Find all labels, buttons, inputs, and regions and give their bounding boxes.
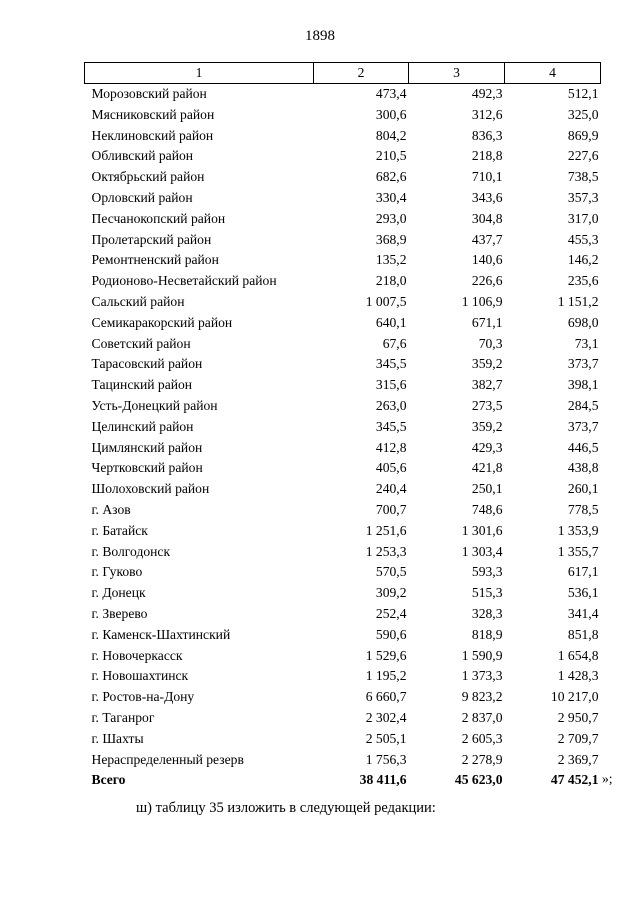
table-row [85, 209, 601, 230]
value-col2-cell: 405,6 [375, 460, 407, 476]
header-cell-2: 2 [314, 63, 409, 84]
table-row [85, 708, 601, 729]
table-row [85, 84, 601, 105]
table-row [85, 542, 601, 563]
district-name-cell: г. Таганрог [91, 709, 155, 725]
table-row [85, 250, 601, 271]
header-cell-4: 4 [505, 63, 601, 84]
table-row [85, 230, 601, 251]
value-col2-cell: 1 529,6 [365, 647, 407, 663]
value-col4-cell: 869,9 [567, 127, 599, 143]
instruction-text: ш) таблицу 35 изложить в следующей редакции: [136, 800, 436, 816]
table-row [85, 354, 601, 375]
value-col4-cell: 438,8 [567, 460, 599, 476]
value-col3-cell: 140,6 [471, 252, 503, 268]
table-row [85, 500, 601, 521]
value-col3-cell: 359,2 [471, 356, 503, 372]
value-col3-cell: 250,1 [471, 481, 503, 497]
value-col3-cell: 1 590,9 [461, 647, 503, 663]
value-col4-cell: 1 428,3 [557, 668, 599, 684]
value-col4-cell: 317,0 [567, 210, 599, 226]
value-col2-cell: 1 251,6 [365, 522, 407, 538]
district-name-cell: г. Новочеркасск [91, 647, 183, 663]
district-name-cell: г. Шахты [91, 730, 144, 746]
table-row [85, 562, 601, 583]
value-col4-cell: 227,6 [567, 148, 599, 164]
table-row [85, 438, 601, 459]
table-row [85, 167, 601, 188]
value-col2-cell: 309,2 [375, 585, 407, 601]
district-name-cell: Чертковский район [91, 460, 203, 476]
value-col4-cell: 235,6 [567, 273, 599, 289]
value-col3-cell: 818,9 [471, 626, 503, 642]
value-col2-cell: 368,9 [375, 231, 407, 247]
table-header [85, 63, 601, 84]
value-col2-cell: 300,6 [375, 106, 407, 122]
district-name-cell: Семикаракорский район [91, 314, 233, 330]
value-col2-cell: 1 253,3 [365, 543, 407, 559]
table-row [85, 729, 601, 750]
value-col4-cell: 260,1 [567, 481, 599, 497]
district-name-cell: Шолоховский район [91, 481, 210, 497]
table-row [85, 521, 601, 542]
value-col3-cell: 1 301,6 [461, 522, 503, 538]
district-name-cell: Песчанокопский район [91, 210, 226, 226]
value-col4-cell: 2 950,7 [557, 709, 599, 725]
district-name-cell: г. Донецк [91, 585, 146, 601]
table-row [85, 334, 601, 355]
value-col4-cell: 617,1 [567, 564, 599, 580]
value-col4-cell: 2 369,7 [557, 751, 599, 767]
table-row [85, 750, 601, 771]
value-col2-cell: 330,4 [375, 189, 407, 205]
value-col2-cell: 67,6 [382, 335, 407, 351]
value-col2-cell: 412,8 [375, 439, 407, 455]
page-number: 1898 [305, 28, 335, 44]
table-row [85, 687, 601, 708]
value-col3-cell: 304,8 [471, 210, 503, 226]
value-col3-cell: 515,3 [471, 585, 503, 601]
closing-quote-mark: »; [602, 771, 613, 786]
value-col2-cell: 210,5 [375, 148, 407, 164]
total-label: Всего [91, 772, 126, 788]
value-col2-cell: 315,6 [375, 377, 407, 393]
table-row [85, 417, 601, 438]
district-name-cell: Усть-Донецкий район [91, 397, 218, 413]
header-cell-1: 1 [85, 63, 314, 84]
value-col2-cell: 263,0 [375, 397, 407, 413]
value-col4-cell: 284,5 [567, 397, 599, 413]
header-row [85, 63, 601, 84]
value-col4-cell: 10 217,0 [550, 689, 599, 705]
district-name-cell: Орловский район [91, 189, 193, 205]
value-col4-cell: 146,2 [567, 252, 599, 268]
table-row [85, 458, 601, 479]
value-col4-cell: 851,8 [567, 626, 599, 642]
table-row [85, 396, 601, 417]
total-row [85, 770, 601, 791]
district-name-cell: Советский район [91, 335, 191, 351]
district-name-cell: Морозовский район [91, 86, 207, 101]
table-row [85, 479, 601, 500]
value-col4-cell: 698,0 [567, 314, 599, 330]
value-col2-cell: 1 195,2 [365, 668, 407, 684]
value-col3-cell: 2 605,3 [461, 730, 503, 746]
value-col4-cell: 778,5 [567, 501, 599, 517]
value-col4-cell: 325,0 [567, 106, 599, 122]
district-name-cell: Целинский район [91, 418, 194, 434]
value-col3-cell: 312,6 [471, 106, 503, 122]
value-col3-cell: 328,3 [471, 605, 503, 621]
district-name-cell: г. Батайск [91, 522, 148, 538]
value-col2-cell: 804,2 [375, 127, 407, 143]
value-col4-cell: 455,3 [567, 231, 599, 247]
value-col3-cell: 273,5 [471, 397, 503, 413]
value-col4-cell: 536,1 [567, 585, 599, 601]
table-body [85, 84, 601, 792]
value-col2-cell: 640,1 [375, 314, 407, 330]
value-col3-cell: 382,7 [471, 377, 503, 393]
value-col4-cell: 341,4 [567, 605, 599, 621]
district-name-cell: Обливский район [91, 148, 194, 164]
value-col3-cell: 492,3 [471, 86, 503, 101]
value-col4-cell: 357,3 [567, 189, 599, 205]
table-row [85, 625, 601, 646]
district-name-cell: г. Ростов-на-Дону [91, 689, 195, 705]
table-row [85, 271, 601, 292]
value-col2-cell: 6 660,7 [365, 689, 407, 705]
value-col4-cell: 373,7 [567, 418, 599, 434]
value-col3-cell: 2 278,9 [461, 751, 503, 767]
value-col2-cell: 135,2 [375, 252, 407, 268]
table-row [85, 313, 601, 334]
value-col3-cell: 1 106,9 [461, 293, 503, 309]
value-col3-cell: 437,7 [471, 231, 503, 247]
table-row [85, 292, 601, 313]
value-col2-cell: 218,0 [375, 273, 407, 289]
table-row [85, 188, 601, 209]
district-name-cell: Нераспределенный резерв [91, 751, 244, 767]
district-name-cell: г. Каменск-Шахтинский [91, 626, 231, 642]
table-row [85, 375, 601, 396]
table-row [85, 646, 601, 667]
value-col3-cell: 226,6 [471, 273, 503, 289]
budget-table [84, 62, 601, 791]
value-col3-cell: 343,6 [471, 189, 503, 205]
district-name-cell: Цимлянский район [91, 439, 203, 455]
value-col2-cell: 1 756,3 [365, 751, 407, 767]
district-name-cell: Тарасовский район [91, 356, 203, 372]
value-col3-cell: 218,8 [471, 148, 503, 164]
value-col4-cell: 738,5 [567, 169, 599, 185]
value-col2-cell: 240,4 [375, 481, 407, 497]
district-name-cell: Родионово-Несветайский район [91, 273, 277, 289]
value-col2-cell: 252,4 [375, 605, 407, 621]
value-col3-cell: 1 303,4 [461, 543, 503, 559]
district-name-cell: г. Новошахтинск [91, 668, 189, 684]
value-col2-cell: 2 302,4 [365, 709, 407, 725]
district-name-cell: Пролетарский район [91, 231, 212, 247]
value-col2-cell: 345,5 [375, 418, 407, 434]
value-col3-cell: 593,3 [471, 564, 503, 580]
value-col3-cell: 45 623,0 [454, 772, 503, 788]
value-col3-cell: 836,3 [471, 127, 503, 143]
table-row [85, 105, 601, 126]
value-col4-cell: 1 353,9 [557, 522, 599, 538]
value-col3-cell: 710,1 [471, 169, 503, 185]
value-col4-cell: 1 654,8 [557, 647, 599, 663]
value-col2-cell: 700,7 [375, 501, 407, 517]
district-name-cell: г. Гуково [91, 564, 143, 580]
district-name-cell: Мясниковский район [91, 106, 215, 122]
district-name-cell: Октябрьский район [91, 169, 205, 185]
value-col3-cell: 671,1 [471, 314, 503, 330]
value-col3-cell: 9 823,2 [461, 689, 503, 705]
value-col4-cell: 512,1 [567, 86, 599, 101]
value-col4-cell: 73,1 [574, 335, 599, 351]
value-col4-cell: 1 355,7 [557, 543, 599, 559]
district-name-cell: Сальский район [91, 293, 185, 309]
value-col3-cell: 421,8 [471, 460, 503, 476]
value-col2-cell: 570,5 [375, 564, 407, 580]
value-col2-cell: 38 411,6 [359, 772, 407, 788]
value-col2-cell: 293,0 [375, 210, 407, 226]
district-name-cell: г. Азов [91, 501, 131, 517]
district-name-cell: Тацинский район [91, 377, 193, 393]
table-row [85, 146, 601, 167]
value-col4-cell: 398,1 [567, 377, 599, 393]
value-col2-cell: 473,4 [375, 86, 407, 101]
value-col2-cell: 682,6 [375, 169, 407, 185]
value-col4-cell: 1 151,2 [557, 293, 599, 309]
value-col4-cell: 47 452,1 [550, 772, 599, 788]
table-row [85, 604, 601, 625]
value-col2-cell: 1 007,5 [365, 293, 407, 309]
header-cell-3: 3 [409, 63, 505, 84]
value-col2-cell: 2 505,1 [365, 730, 407, 746]
value-col2-cell: 590,6 [375, 626, 407, 642]
value-col3-cell: 1 373,3 [461, 668, 503, 684]
value-col4-cell: 373,7 [567, 356, 599, 372]
table-row [85, 666, 601, 687]
value-col3-cell: 748,6 [471, 501, 503, 517]
district-name-cell: г. Зверево [91, 605, 148, 621]
district-name-cell: Неклиновский район [91, 127, 214, 143]
table-row [85, 126, 601, 147]
value-col3-cell: 2 837,0 [461, 709, 503, 725]
district-name-cell: г. Волгодонск [91, 543, 171, 559]
value-col2-cell: 345,5 [375, 356, 407, 372]
value-col3-cell: 429,3 [471, 439, 503, 455]
value-col4-cell: 2 709,7 [557, 730, 599, 746]
value-col3-cell: 359,2 [471, 418, 503, 434]
value-col3-cell: 70,3 [478, 335, 503, 351]
value-col4-cell: 446,5 [567, 439, 599, 455]
table-row [85, 583, 601, 604]
district-name-cell: Ремонтненский район [91, 252, 219, 268]
